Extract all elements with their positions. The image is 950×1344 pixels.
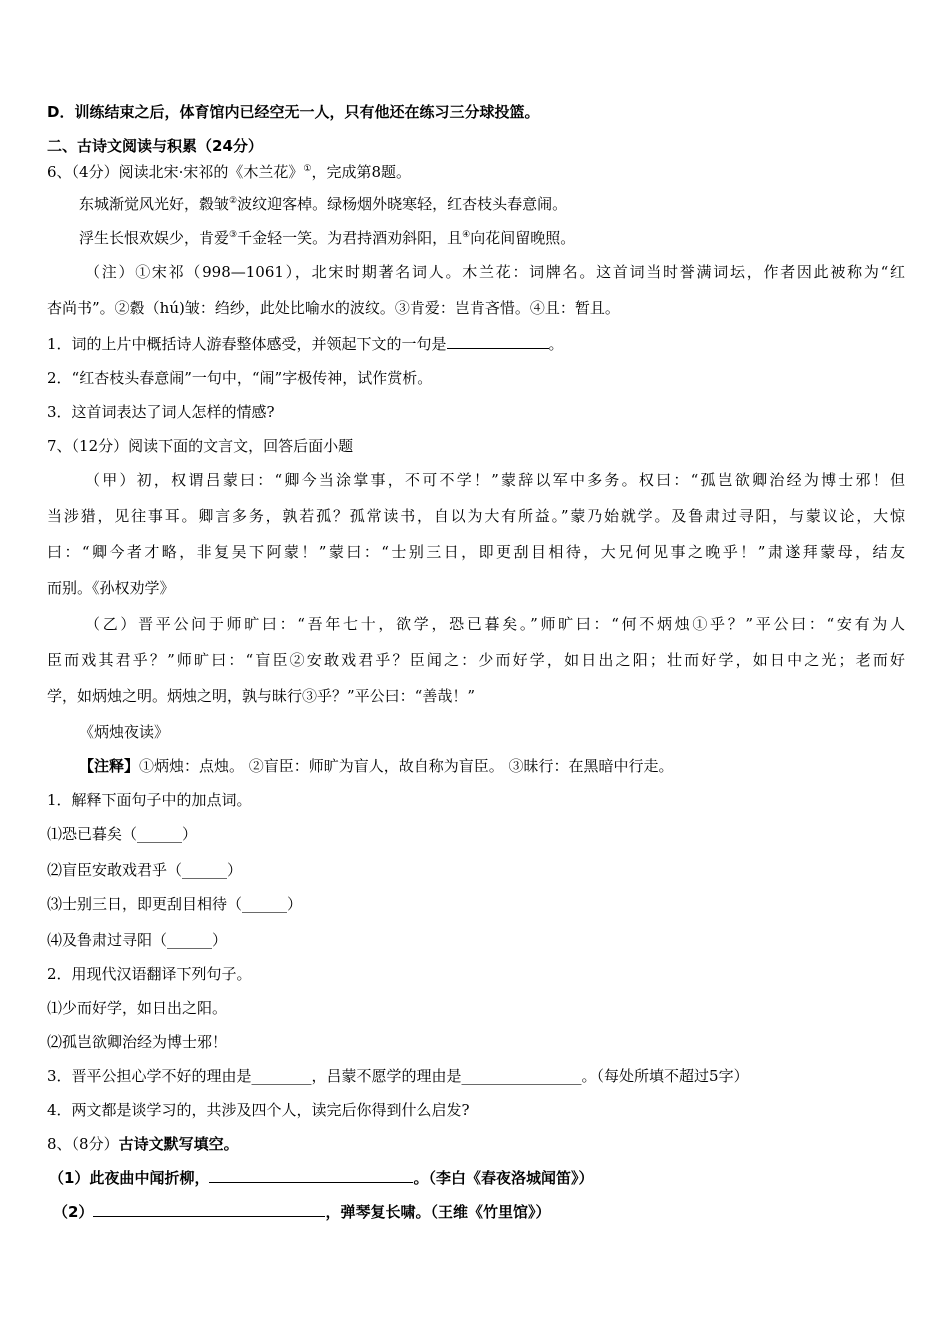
poem-note-line-2: 杏尚书”。②縠（hú)皱：绉纱，此处比喻水的波纹。③肯爱：岂肯吝惜。④且：暂且。 — [47, 299, 620, 317]
answer-blank[interactable] — [447, 334, 549, 349]
option-d: D．训练结束之后，体育馆内已经空无一人，只有他还在练习三分球投篮。 — [47, 103, 540, 121]
passage-a-line-3: 曰：“卿今者才略，非复吴下阿蒙！”蒙曰：“士别三日，即更刮目相待，大兄何见事之晚乎！”肃遂拜蒙母，结友 — [47, 543, 905, 561]
q7-item-1-a: ⑴恐已暮矣（______） — [47, 825, 198, 843]
q7-item-1: 1．解释下面句子中的加点词。 — [47, 791, 252, 809]
passage-b-line-2: 臣而戏其君乎？”师旷曰：“盲臣②安敢戏君乎？臣闻之：少而好学，如日出之阳；壮而好学，如日中之光；老而好 — [47, 651, 905, 669]
passage-a-line-4: 而别。《孙权劝学》 — [47, 579, 175, 597]
passage-b-title: 《炳烛夜读》 — [79, 723, 170, 741]
poem-note-line-1: （注）①宋祁（998—1061），北宋时期著名词人。木兰花：词牌名。这首词当时誉满词坛，作者因此被称为“红 — [85, 263, 905, 281]
section-heading: 二、古诗文阅读与积累（24分） — [47, 137, 263, 155]
q7-item-1-d: ⑷及鲁肃过寻阳（______） — [47, 931, 228, 949]
q7-item-1-b: ⑵盲臣安敢戏君乎（______） — [47, 861, 243, 879]
q7-item-4: 4．两文都是谈学习的，共涉及四个人，读完后你得到什么启发? — [47, 1101, 470, 1119]
question-6-heading: 6、（4分）阅读北宋·宋祁的《木兰花》①，完成第8题。 — [47, 163, 411, 181]
q6-item-2: 2．“红杏枝头春意闹”一句中，“闹”字极传神，试作赏析。 — [47, 369, 433, 387]
q7-item-1-c: ⑶士别三日，即更刮目相待（______） — [47, 895, 303, 913]
q6-item-1: 1．词的上片中概括诗人游春整体感受，并领起下文的一句是 。 — [47, 335, 564, 353]
q7-item-2-a: ⑴少而好学，如日出之阳。 — [47, 999, 228, 1017]
answer-blank[interactable] — [209, 1168, 413, 1183]
answer-blank[interactable] — [93, 1202, 325, 1217]
q6-item-3: 3．这首词表达了词人怎样的情感? — [47, 403, 275, 421]
poem-line-2: 浮生长恨欢娱少，肯爱③千金轻一笑。为君持酒劝斜阳，且④向花间留晚照。 — [79, 229, 576, 247]
poem-line-1: 东城渐觉风光好，縠皱②波纹迎客棹。绿杨烟外晓寒轻，红杏枝头春意闹。 — [79, 195, 568, 213]
q8-item-1: （1）此夜曲中闻折柳， 。（李白《春夜洛城闻笛》） — [49, 1169, 594, 1187]
question-8-heading: 8、（8分）古诗文默写填空。 — [47, 1135, 239, 1153]
q8-item-2: （2） ，弹琴复长啸。（王维《竹里馆》） — [53, 1203, 551, 1221]
passage-b-line-1: （乙）晋平公问于师旷曰：“吾年七十，欲学，恐已暮矣。”师旷曰：“何不炳烛①乎？”平公曰：“安有为人 — [85, 615, 905, 633]
q7-item-2-b: ⑵孤岂欲卿治经为博士邪！ — [47, 1033, 228, 1051]
q7-item-3: 3．晋平公担心学不好的理由是________，吕蒙不愿学的理由是________________。（每处所填不超过5字） — [47, 1067, 749, 1085]
passage-a-line-1: （甲）初，权谓吕蒙曰：“卿今当涂掌事，不可不学！”蒙辞以军中多务。权曰：“孤岂欲卿治经为博士邪！但 — [85, 471, 905, 489]
passage-b-line-3: 学，如炳烛之明。炳烛之明，孰与昧行③乎？”平公曰：“善哉！” — [47, 687, 476, 705]
passage-notes: 【注释】①炳烛：点烛。 ②盲臣：师旷为盲人，故自称为盲臣。 ③昧行：在黑暗中行走。 — [79, 757, 674, 775]
question-7-heading: 7、（12分）阅读下面的文言文，回答后面小题 — [47, 437, 354, 455]
passage-a-line-2: 当涉猎，见往事耳。卿言多务，孰若孤？孤常读书，自以为大有所益。”蒙乃始就学。及鲁肃过寻阳，与蒙议论，大惊 — [47, 507, 905, 525]
q7-item-2: 2．用现代汉语翻译下列句子。 — [47, 965, 252, 983]
